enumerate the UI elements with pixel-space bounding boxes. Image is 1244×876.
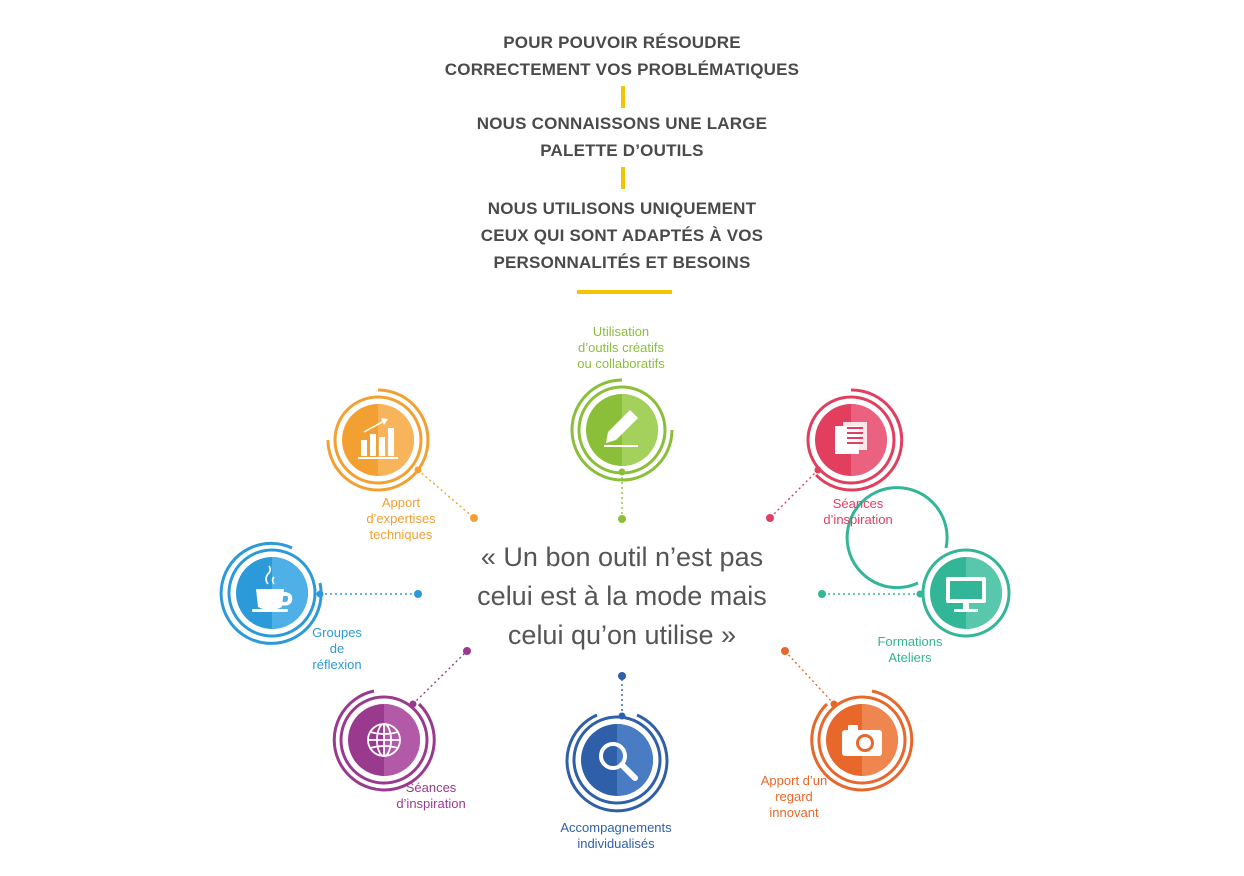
dot-utilisation-outils-inner xyxy=(618,515,626,523)
label-line: regard xyxy=(775,789,813,804)
node-accompagnements xyxy=(567,715,667,811)
dot-seances-1-inner xyxy=(766,514,774,522)
label-line: individualisés xyxy=(577,836,655,851)
label-line: Séances xyxy=(832,496,884,511)
dot-groupes-inner xyxy=(414,590,422,598)
label-line: Formations xyxy=(877,634,943,649)
label-line: Apport d’un xyxy=(760,773,828,788)
label-line: ou collaboratifs xyxy=(577,356,665,371)
label-line: réflexion xyxy=(312,657,362,672)
connector-seances-inspiration-2 xyxy=(413,651,467,704)
label-line: Séances xyxy=(405,780,457,795)
center-quote xyxy=(422,538,822,655)
label-seances-inspiration-2 xyxy=(356,780,506,812)
label-line: innovant xyxy=(769,805,819,820)
intro-line-1b: CORRECTEMENT VOS PROBLÉMATIQUES xyxy=(444,60,800,79)
label-line: d’inspiration xyxy=(396,796,466,811)
intro-line-1a: POUR POUVOIR RÉSOUDRE xyxy=(503,33,741,52)
intro-line-3c: PERSONNALITÉS ET BESOINS xyxy=(493,253,751,272)
label-line: d’outils créatifs xyxy=(578,340,664,355)
label-utilisation-outils xyxy=(546,324,696,372)
label-groupes-reflexion xyxy=(262,625,412,673)
intro-line-2a: NOUS CONNAISSONS UNE LARGE xyxy=(476,114,768,133)
intro-line-3b: CEUX QUI SONT ADAPTÉS À VOS xyxy=(480,226,764,245)
label-apport-expertises xyxy=(326,495,476,543)
node-utilisation-outils xyxy=(572,380,672,480)
quote-line-1: « Un bon outil n’est pas xyxy=(480,542,764,572)
label-line: d’expertises xyxy=(366,511,436,526)
label-line: Utilisation xyxy=(592,324,650,339)
label-apport-regard xyxy=(719,773,869,821)
label-formations-ateliers xyxy=(835,634,985,666)
intro-line-2b: PALETTE D’OUTILS xyxy=(540,141,704,160)
document-icon xyxy=(835,422,867,454)
globe-icon xyxy=(368,724,400,756)
label-line: Accompagnements xyxy=(560,820,672,835)
label-line: d’inspiration xyxy=(823,512,893,527)
quote-line-2: celui est à la mode mais xyxy=(477,581,767,611)
node-seances-inspiration-2 xyxy=(334,691,434,790)
quote-line-3: celui qu’on utilise » xyxy=(507,620,737,650)
label-accompagnements xyxy=(541,820,691,852)
node-apport-expertises xyxy=(328,390,428,490)
label-line: Ateliers xyxy=(888,650,932,665)
label-line: techniques xyxy=(369,527,433,542)
label-line: Apport xyxy=(381,495,421,510)
connector-apport-regard xyxy=(785,651,834,704)
intro-line-3a: NOUS UTILISONS UNIQUEMENT xyxy=(487,199,757,218)
label-line: Groupes xyxy=(312,625,362,640)
node-seances-inspiration-1 xyxy=(808,390,902,490)
label-seances-inspiration-1 xyxy=(783,496,933,528)
label-line: de xyxy=(329,641,345,656)
dot-accompagnements-inner xyxy=(618,672,626,680)
